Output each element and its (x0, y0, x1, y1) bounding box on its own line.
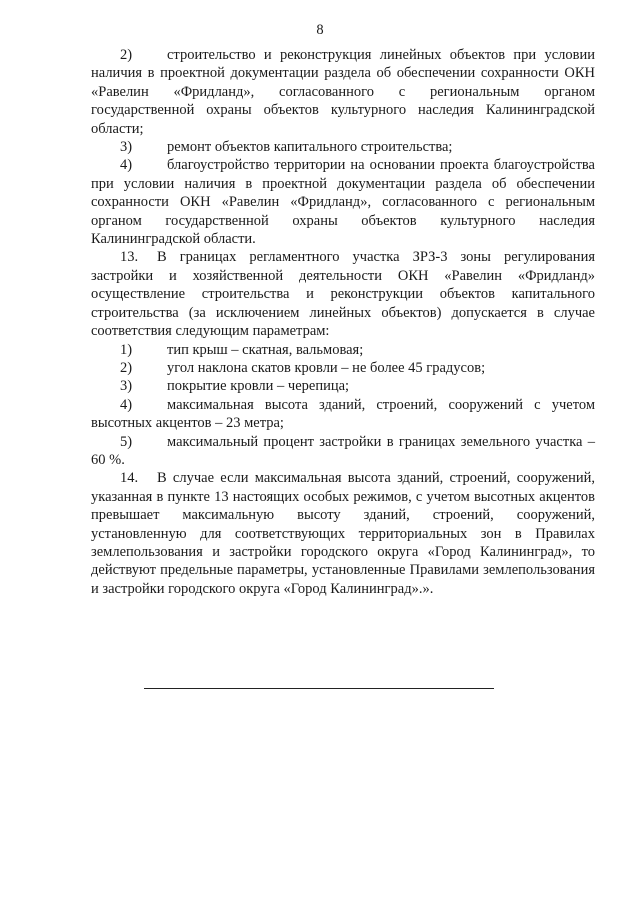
paragraph-param-2 (91, 359, 595, 377)
item-text: максимальный процент застройки в границах земельного участка – 60 %. (91, 433, 595, 468)
clause-number: 13. (120, 249, 139, 266)
paragraph-item-4 (91, 156, 595, 248)
clause-text: В границах регламентного участка ЗРЗ-3 зоны регулирования застройки и хозяйственной деятельности ОКН «Равелин «Фридланд» осуществление строительства и реконструкции объектов капитального строительства (за исключением линейных объектов) допускается в случае соответствия следующим параметрам: (91, 249, 595, 340)
paragraph-clause-13 (91, 248, 595, 340)
item-text: максимальная высота зданий, строений, сооружений с учетом высотных акцентов – 23 метра; (91, 396, 595, 432)
item-number: 3) (120, 378, 133, 395)
document-body (91, 46, 595, 598)
clause-number: 14. (120, 470, 139, 487)
item-text: тип крыш – скатная, вальмовая; (167, 341, 364, 358)
paragraph-param-3 (91, 377, 595, 395)
item-number: 4) (120, 157, 133, 174)
item-text: покрытие кровли – черепица; (167, 378, 350, 395)
paragraph-item-3 (91, 138, 595, 156)
item-number: 1) (120, 341, 133, 358)
item-text: благоустройство территории на основании проекта благоустройства при условии наличия в проектной документации раздела об обеспечении сохранности ОКН «Равелин «Фридланд», согласованного с региональным органом государственной охраны объектов культурного наследия Калининградской области. (91, 157, 595, 248)
clause-text: В случае если максимальная высота зданий, строений, сооружений, указанная в пункте 13 настоящих особых режимов, с учетом высотных акцентов превышает максимальную высоту зданий, строений, сооружений, установленную для соответствующих территориальных зон в Правилах землепользования и застройки городского округа «Город Калининград», то действуют предельные параметры, установленные Правилами землепользования и застройки городского округа «Город Калининград».». (91, 470, 595, 597)
item-text: угол наклона скатов кровли – не более 45 градусов; (167, 359, 486, 376)
paragraph-clause-14 (91, 469, 595, 598)
paragraph-param-5 (91, 433, 595, 470)
item-number: 3) (120, 139, 133, 156)
paragraph-item-2 (91, 46, 595, 138)
paragraph-param-4 (91, 396, 595, 433)
page-number: 8 (316, 22, 324, 38)
item-number: 5) (120, 433, 133, 450)
item-text: строительство и реконструкция линейных объектов при условии наличия в проектной документации раздела об обеспечении сохранности ОКН «Равелин «Фридланд», согласованного с региональным органом государственной охраны объектов культурного наследия Калининградской области; (91, 47, 595, 137)
closing-divider-line (144, 688, 494, 689)
item-number: 4) (120, 396, 133, 413)
item-number: 2) (120, 359, 133, 376)
item-text: ремонт объектов капитального строительства; (167, 139, 453, 156)
paragraph-param-1 (91, 341, 595, 359)
item-number: 2) (120, 47, 133, 63)
